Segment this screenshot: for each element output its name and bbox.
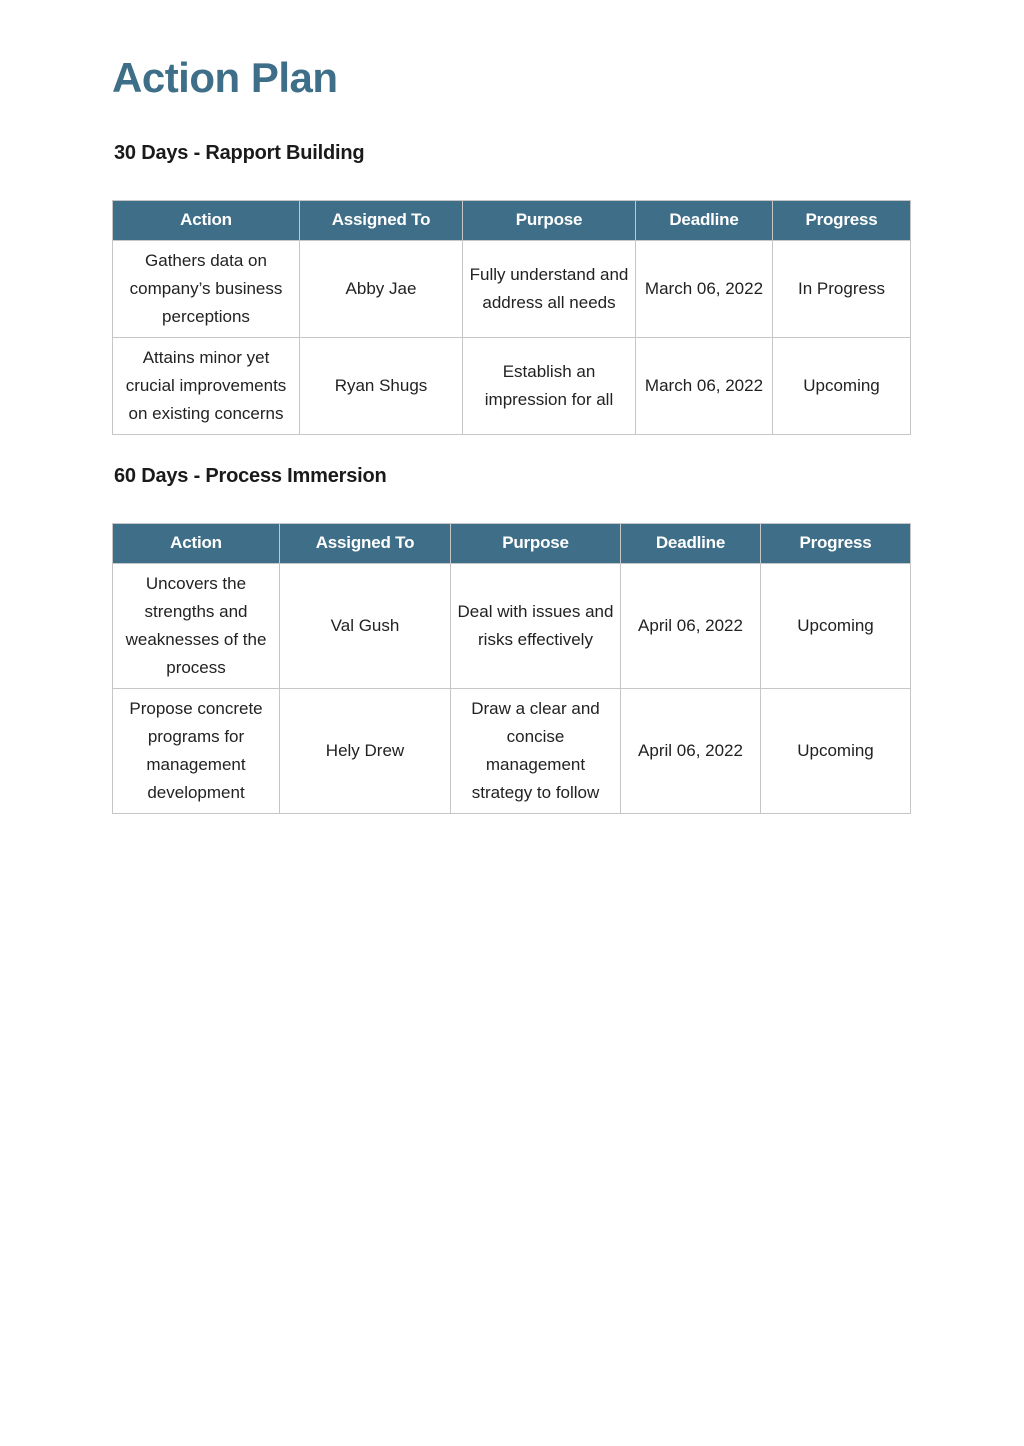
cell-action: Gathers data on company’s business perceptions <box>113 241 300 338</box>
action-plan-table-60-days <box>112 523 911 814</box>
table-row <box>113 564 911 689</box>
table-row <box>113 689 911 814</box>
action-plan-table-30-days <box>112 200 911 435</box>
column-header-progress: Progress <box>761 524 911 564</box>
cell-purpose: Establish an impression for all <box>463 338 636 435</box>
table-header-row <box>113 201 911 241</box>
cell-assigned-to: Abby Jae <box>300 241 463 338</box>
table-row <box>113 241 911 338</box>
cell-progress: Upcoming <box>773 338 911 435</box>
table-row <box>113 338 911 435</box>
cell-deadline: March 06, 2022 <box>636 338 773 435</box>
column-header-action: Action <box>113 201 300 241</box>
column-header-action: Action <box>113 524 280 564</box>
column-header-assigned-to: Assigned To <box>280 524 451 564</box>
cell-progress: Upcoming <box>761 689 911 814</box>
column-header-purpose: Purpose <box>463 201 636 241</box>
cell-purpose: Deal with issues and risks effectively <box>451 564 621 689</box>
cell-action: Uncovers the strengths and weaknesses of the process <box>113 564 280 689</box>
column-header-assigned-to: Assigned To <box>300 201 463 241</box>
section-title-60-days: 60 Days - Process Immersion <box>114 465 387 487</box>
cell-action: Attains minor yet crucial improvements on existing concerns <box>113 338 300 435</box>
column-header-purpose: Purpose <box>451 524 621 564</box>
column-header-deadline: Deadline <box>621 524 761 564</box>
cell-action: Propose concrete programs for management development <box>113 689 280 814</box>
table-header-row <box>113 524 911 564</box>
cell-deadline: March 06, 2022 <box>636 241 773 338</box>
column-header-deadline: Deadline <box>636 201 773 241</box>
cell-purpose: Draw a clear and concise management strategy to follow <box>451 689 621 814</box>
page-title: Action Plan <box>112 54 338 101</box>
column-header-progress: Progress <box>773 201 911 241</box>
cell-deadline: April 06, 2022 <box>621 564 761 689</box>
cell-deadline: April 06, 2022 <box>621 689 761 814</box>
cell-assigned-to: Val Gush <box>280 564 451 689</box>
cell-progress: Upcoming <box>761 564 911 689</box>
cell-assigned-to: Hely Drew <box>280 689 451 814</box>
section-title-30-days: 30 Days - Rapport Building <box>114 142 365 164</box>
cell-assigned-to: Ryan Shugs <box>300 338 463 435</box>
cell-purpose: Fully understand and address all needs <box>463 241 636 338</box>
cell-progress: In Progress <box>773 241 911 338</box>
